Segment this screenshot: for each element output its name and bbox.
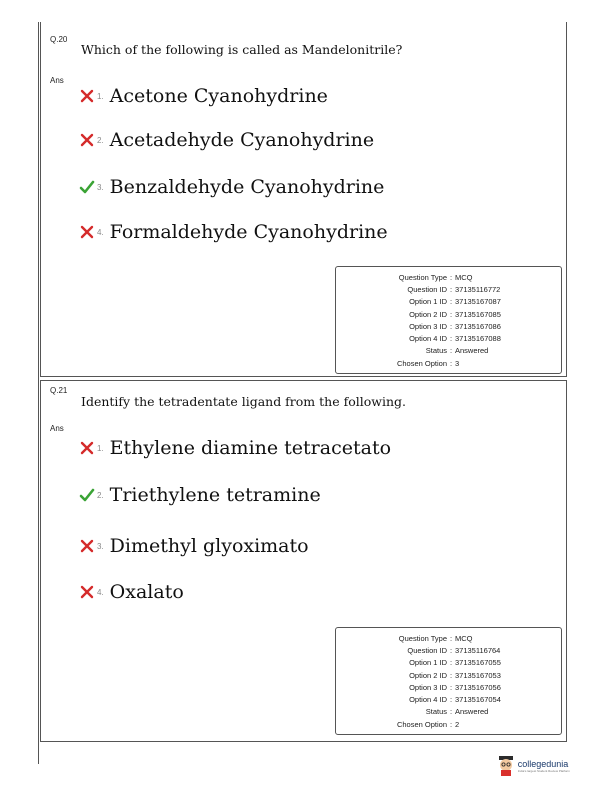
option-text: Ethylene diamine tetracetato <box>109 437 392 459</box>
meta-row: Option 3 ID : 37135167086 <box>336 320 561 332</box>
meta-row: Status : Answered <box>336 706 561 718</box>
meta-key: Option 2 ID <box>409 670 447 680</box>
checkmark-icon <box>79 179 95 195</box>
meta-row: Option 1 ID : 37135167087 <box>336 296 561 308</box>
option-number: 2. <box>97 490 104 500</box>
option-number: 3. <box>97 182 104 192</box>
cross-icon <box>79 224 95 240</box>
meta-key: Chosen Option <box>396 358 447 368</box>
meta-row: Question ID : 37135116772 <box>336 283 561 295</box>
cross-icon <box>79 132 95 148</box>
meta-key: Option 1 ID <box>409 658 447 668</box>
meta-row: Option 1 ID : 37135167055 <box>336 657 561 669</box>
meta-value: Answered <box>455 707 489 717</box>
meta-value: MCQ <box>455 633 473 643</box>
meta-row: Chosen Option : 3 <box>336 357 561 369</box>
meta-key: Question Type <box>398 272 447 282</box>
mascot-icon <box>497 756 515 776</box>
meta-row: Question ID : 37135116764 <box>336 644 561 656</box>
page-border-left <box>38 22 39 764</box>
cross-icon <box>79 88 95 104</box>
meta-value: 37135167054 <box>455 695 501 705</box>
option-3 <box>79 174 384 200</box>
meta-value: 37135167085 <box>455 309 501 319</box>
meta-value: Answered <box>455 346 489 356</box>
meta-value: 37135167087 <box>455 297 501 307</box>
meta-key: Option 4 ID <box>409 695 447 705</box>
meta-row: Option 4 ID : 37135167054 <box>336 693 561 705</box>
meta-key: Question ID <box>407 645 447 655</box>
option-number: 2. <box>97 135 104 145</box>
answer-label: Ans <box>50 76 64 85</box>
meta-value: 37135167056 <box>455 682 501 692</box>
question-text: Which of the following is called as Mandelonitrile? <box>81 42 403 57</box>
meta-key: Option 4 ID <box>409 334 447 344</box>
option-4 <box>79 219 388 245</box>
answer-label: Ans <box>50 424 64 433</box>
option-3 <box>79 533 309 559</box>
meta-key: Question ID <box>407 284 447 294</box>
cross-icon <box>79 584 95 600</box>
option-1 <box>79 83 328 109</box>
option-number: 1. <box>97 443 104 453</box>
meta-row: Status : Answered <box>336 345 561 357</box>
meta-value: 3 <box>455 358 460 368</box>
cross-icon <box>79 440 95 456</box>
option-text: Triethylene tetramine <box>109 484 321 506</box>
brand-name: collegedunia <box>517 758 569 769</box>
meta-key: Chosen Option <box>396 719 447 729</box>
meta-key: Option 2 ID <box>409 309 447 319</box>
meta-value: 37135116764 <box>455 645 501 655</box>
question-block-q21 <box>40 380 567 742</box>
option-1 <box>79 435 391 461</box>
meta-value: 37135167055 <box>455 658 501 668</box>
checkmark-icon <box>79 487 95 503</box>
collegedunia-logo <box>497 756 570 776</box>
meta-key: Status <box>425 707 447 717</box>
meta-row: Question Type : MCQ <box>336 271 561 283</box>
cross-icon <box>79 538 95 554</box>
option-text: Dimethyl glyoximato <box>109 535 309 557</box>
meta-row: Option 4 ID : 37135167088 <box>336 332 561 344</box>
option-text: Benzaldehyde Cyanohydrine <box>109 176 385 198</box>
option-number: 4. <box>97 227 104 237</box>
option-number: 1. <box>97 91 104 101</box>
meta-row: Chosen Option : 2 <box>336 718 561 730</box>
option-2 <box>79 482 321 508</box>
option-text: Acetone Cyanohydrine <box>109 85 328 107</box>
meta-value: 37135167088 <box>455 334 501 344</box>
meta-row: Question Type : MCQ <box>336 632 561 644</box>
option-number: 4. <box>97 587 104 597</box>
meta-key: Status <box>425 346 447 356</box>
meta-value: 37135167086 <box>455 321 501 331</box>
option-number: 3. <box>97 541 104 551</box>
question-meta-box <box>335 627 562 735</box>
option-2 <box>79 127 374 153</box>
option-text: Formaldehyde Cyanohydrine <box>109 221 388 243</box>
brand-tagline: India's largest Student Review Platform <box>517 768 570 773</box>
meta-key: Question Type <box>398 633 447 643</box>
option-text: Acetadehyde Cyanohydrine <box>109 129 375 151</box>
meta-key: Option 3 ID <box>409 321 447 331</box>
question-block-q20 <box>40 22 567 377</box>
meta-key: Option 1 ID <box>409 297 447 307</box>
question-meta-box <box>335 266 562 374</box>
meta-row: Option 2 ID : 37135167053 <box>336 669 561 681</box>
meta-row: Option 3 ID : 37135167056 <box>336 681 561 693</box>
meta-value: 2 <box>455 719 460 729</box>
meta-value: 37135167053 <box>455 670 501 680</box>
question-number: Q.20 <box>50 35 68 44</box>
meta-value: 37135116772 <box>455 284 501 294</box>
meta-key: Option 3 ID <box>409 682 447 692</box>
meta-row: Option 2 ID : 37135167085 <box>336 308 561 320</box>
question-number: Q.21 <box>50 386 68 395</box>
option-4 <box>79 579 184 605</box>
question-text: Identify the tetradentate ligand from the following. <box>81 394 406 409</box>
option-text: Oxalato <box>109 581 184 603</box>
meta-value: MCQ <box>455 272 473 282</box>
